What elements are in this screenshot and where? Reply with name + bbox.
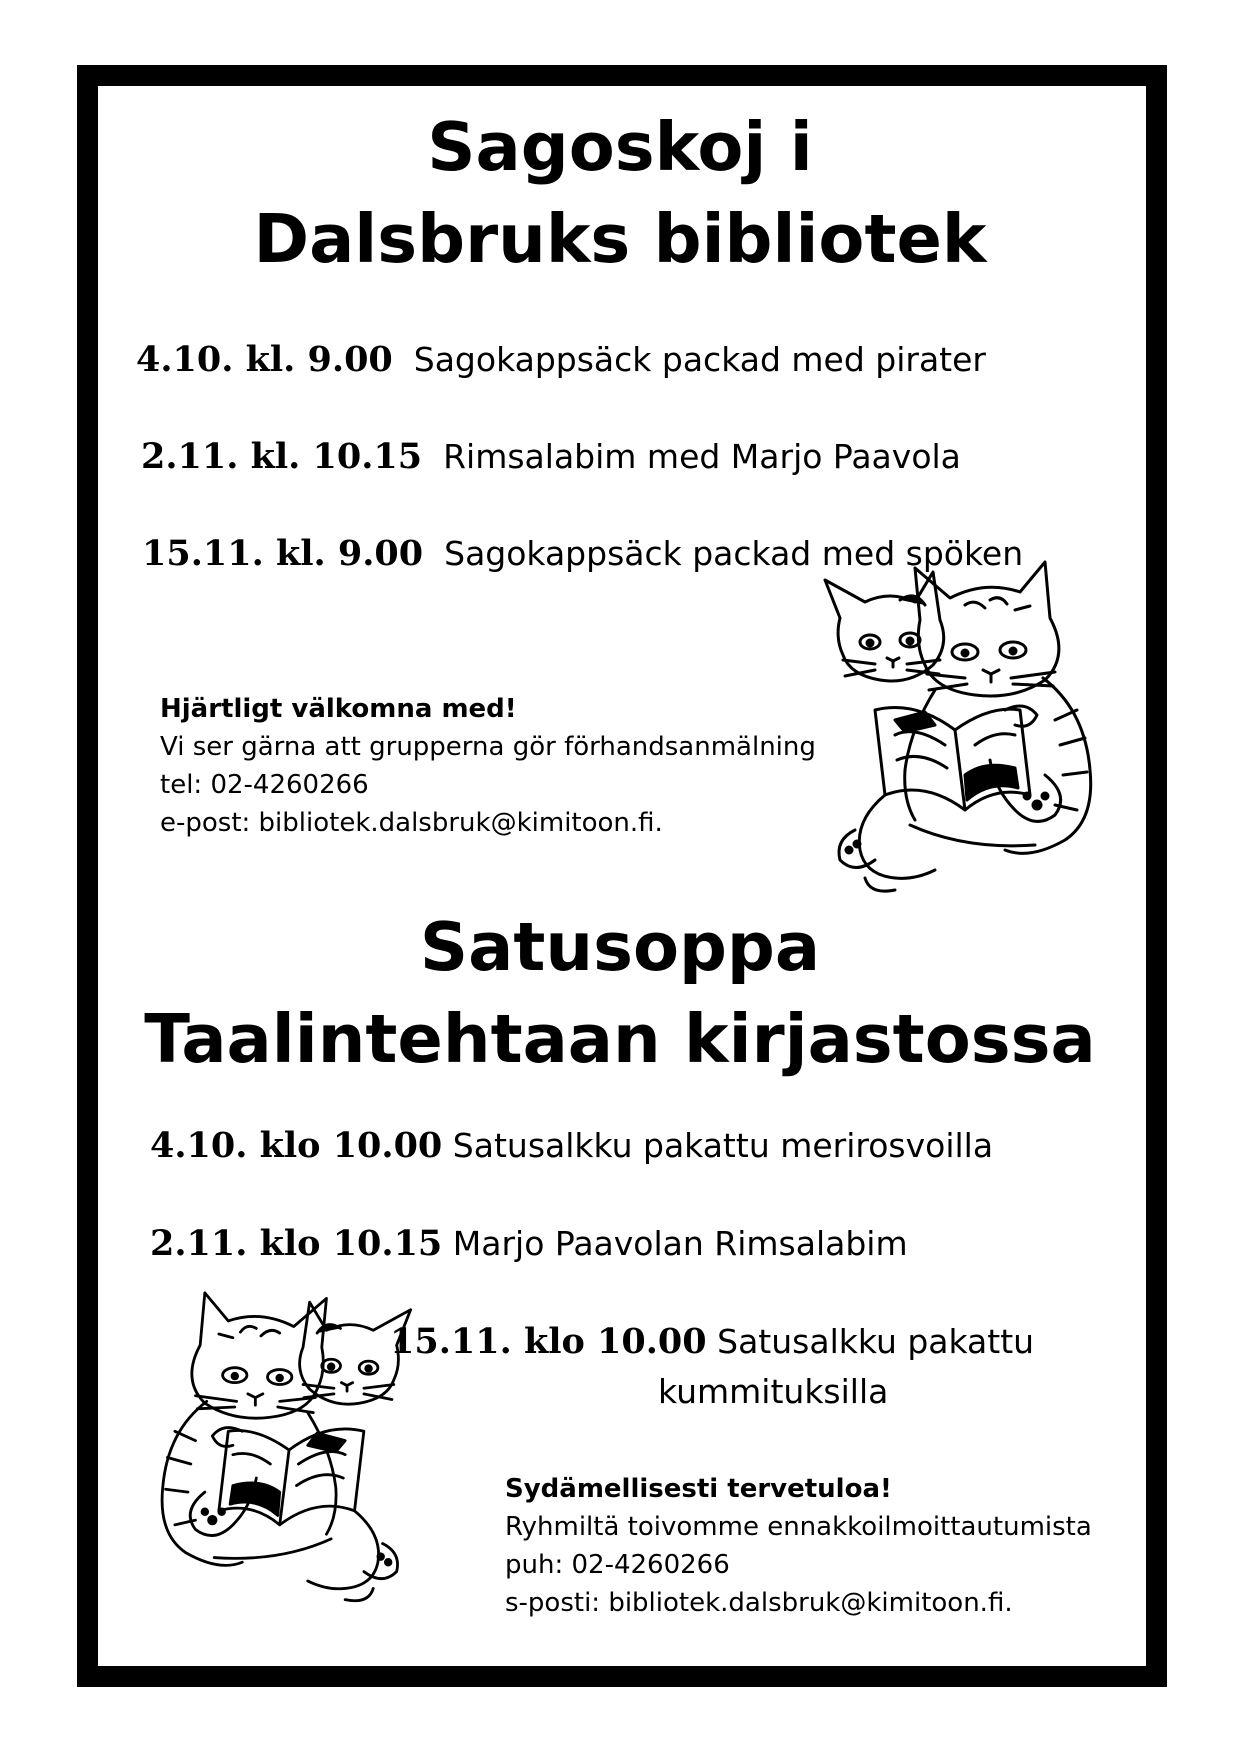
phone-number: tel: 02-4260266 bbox=[160, 770, 369, 800]
swedish-title-line1: Sagoskoj i bbox=[427, 108, 813, 186]
phone-number: puh: 02-4260266 bbox=[505, 1550, 730, 1580]
event-title: Satusalkku pakattu bbox=[717, 1322, 1035, 1361]
event-title: Sagokappsäck packad med pirater bbox=[413, 340, 986, 379]
finnish-event-3-line2: kummituksilla bbox=[658, 1372, 889, 1411]
swedish-title-line2: Dalsbruks bibliotek bbox=[253, 200, 987, 278]
registration-note: Vi ser gärna att grupperna gör förhandsanmälning bbox=[160, 732, 816, 762]
event-date: 4.10. kl. 9.00 bbox=[136, 339, 393, 380]
finnish-contact-block bbox=[505, 1470, 1092, 1622]
finnish-event-1 bbox=[150, 1126, 993, 1166]
event-date: 4.10. klo 10.00 bbox=[150, 1125, 443, 1166]
finnish-event-3 bbox=[390, 1322, 1034, 1362]
finnish-title-line1: Satusoppa bbox=[419, 908, 821, 986]
finnish-event-2 bbox=[150, 1224, 908, 1264]
email-address: e-post: bibliotek.dalsbruk@kimitoon.fi. bbox=[160, 808, 663, 838]
event-date: 2.11. klo 10.15 bbox=[150, 1223, 443, 1264]
registration-note: Ryhmiltä toivomme ennakkoilmoittautumista bbox=[505, 1512, 1092, 1542]
event-date: 2.11. kl. 10.15 bbox=[141, 436, 423, 477]
swedish-event-2 bbox=[141, 437, 961, 477]
event-title: Sagokappsäck packad med spöken bbox=[444, 534, 1024, 573]
event-title: Satusalkku pakattu merirosvoilla bbox=[452, 1126, 994, 1165]
event-title: Rimsalabim med Marjo Paavola bbox=[443, 437, 961, 476]
finnish-title-line2: Taalintehtaan kirjastossa bbox=[144, 1000, 1096, 1078]
reading-cats-illustration-bottom bbox=[130, 1280, 420, 1620]
event-title: Marjo Paavolan Rimsalabim bbox=[452, 1224, 908, 1263]
welcome-text: Sydämellisesti tervetuloa! bbox=[505, 1474, 892, 1504]
email-address: s-posti: bibliotek.dalsbruk@kimitoon.fi. bbox=[505, 1588, 1013, 1618]
reading-cats-illustration-top bbox=[815, 560, 1125, 900]
swedish-contact-block bbox=[160, 690, 816, 842]
swedish-event-1 bbox=[136, 340, 986, 380]
event-date: 15.11. kl. 9.00 bbox=[142, 533, 424, 574]
event-date: 15.11. klo 10.00 bbox=[390, 1321, 707, 1362]
welcome-text: Hjärtligt välkomna med! bbox=[160, 694, 517, 724]
